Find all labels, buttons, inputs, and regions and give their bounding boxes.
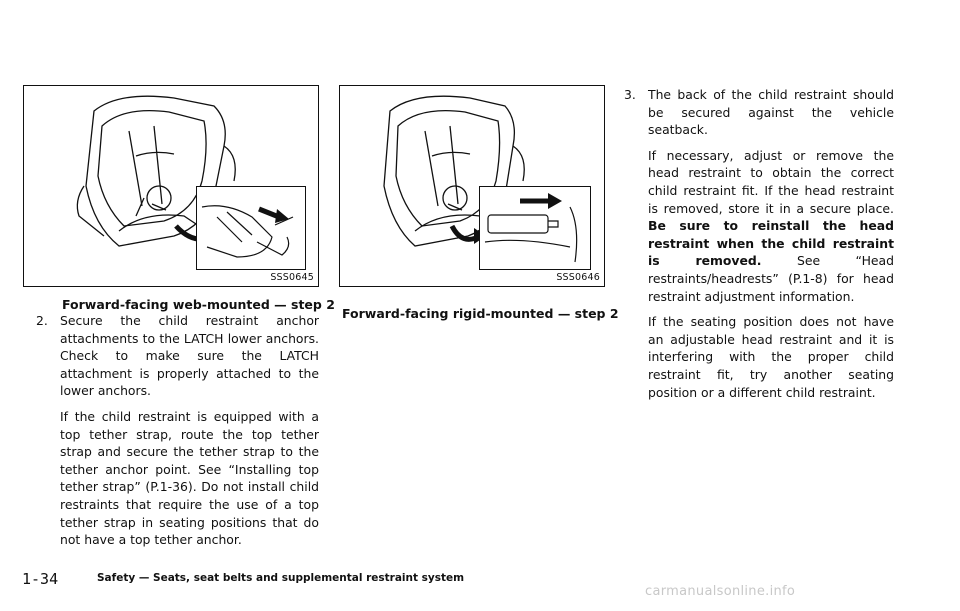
- step-number: 3.: [624, 87, 636, 102]
- numbered-step: [36, 312, 319, 400]
- step-paragraph: If the child restraint is equipped with a top tether strap, route the top tether strap and secure the tether strap to the tether anchor point. See “Installing top tether strap” (P.1-36). Do not install child restraints that require the use of a top tether strap in seating positions that do not have a top tether anchor.: [60, 408, 319, 548]
- rigid-attachment-detail: [480, 187, 590, 269]
- step-paragraph: If the seating position does not have an adjustable head restraint and it is interfering with the proper child restraint fit, try another seating position or a different child restraint.: [648, 314, 894, 400]
- figure-caption: Forward-facing rigid-mounted — step 2: [342, 306, 619, 321]
- paragraph-text: If necessary, adjust or remove the head restraint to obtain the correct child restraint fit. If the head restraint is removed, store it in a secure place.: [648, 147, 894, 216]
- step-number: 2.: [36, 313, 48, 328]
- paragraph-text: See “Head restraints/headrests” (P.1-8) for head restraint adjustment information.: [648, 253, 894, 304]
- page-number: 1-34: [22, 570, 59, 588]
- step-text: The back of the child restraint should be secured against the vehicle seatback.: [648, 87, 894, 138]
- watermark: carmanualsonline.info: [645, 584, 796, 599]
- figure-caption: Forward-facing web-mounted — step 2: [62, 297, 335, 312]
- step-2-block: [36, 312, 319, 549]
- step-paragraph: [624, 147, 894, 305]
- latch-attachment-detail: [197, 187, 305, 269]
- step-3-block: [624, 86, 894, 401]
- figure-inset-detail: [196, 186, 306, 270]
- step-text: Secure the child restraint anchor attachments to the LATCH lower anchors. Check to make sure the LATCH attachment is properly attached to the lower anchors.: [60, 313, 319, 399]
- numbered-step: [624, 86, 894, 139]
- figure-rigid-mounted: [339, 85, 605, 287]
- figure-inset-detail: [479, 186, 591, 270]
- figure-code: SSS0645: [270, 272, 314, 283]
- figure-web-mounted: [23, 85, 319, 287]
- paragraph-emphasis: Be sure to reinstall the head restraint when the child restraint is removed.: [648, 218, 894, 269]
- section-title: Safety — Seats, seat belts and supplemental restraint system: [97, 572, 465, 584]
- figure-code: SSS0646: [556, 272, 600, 283]
